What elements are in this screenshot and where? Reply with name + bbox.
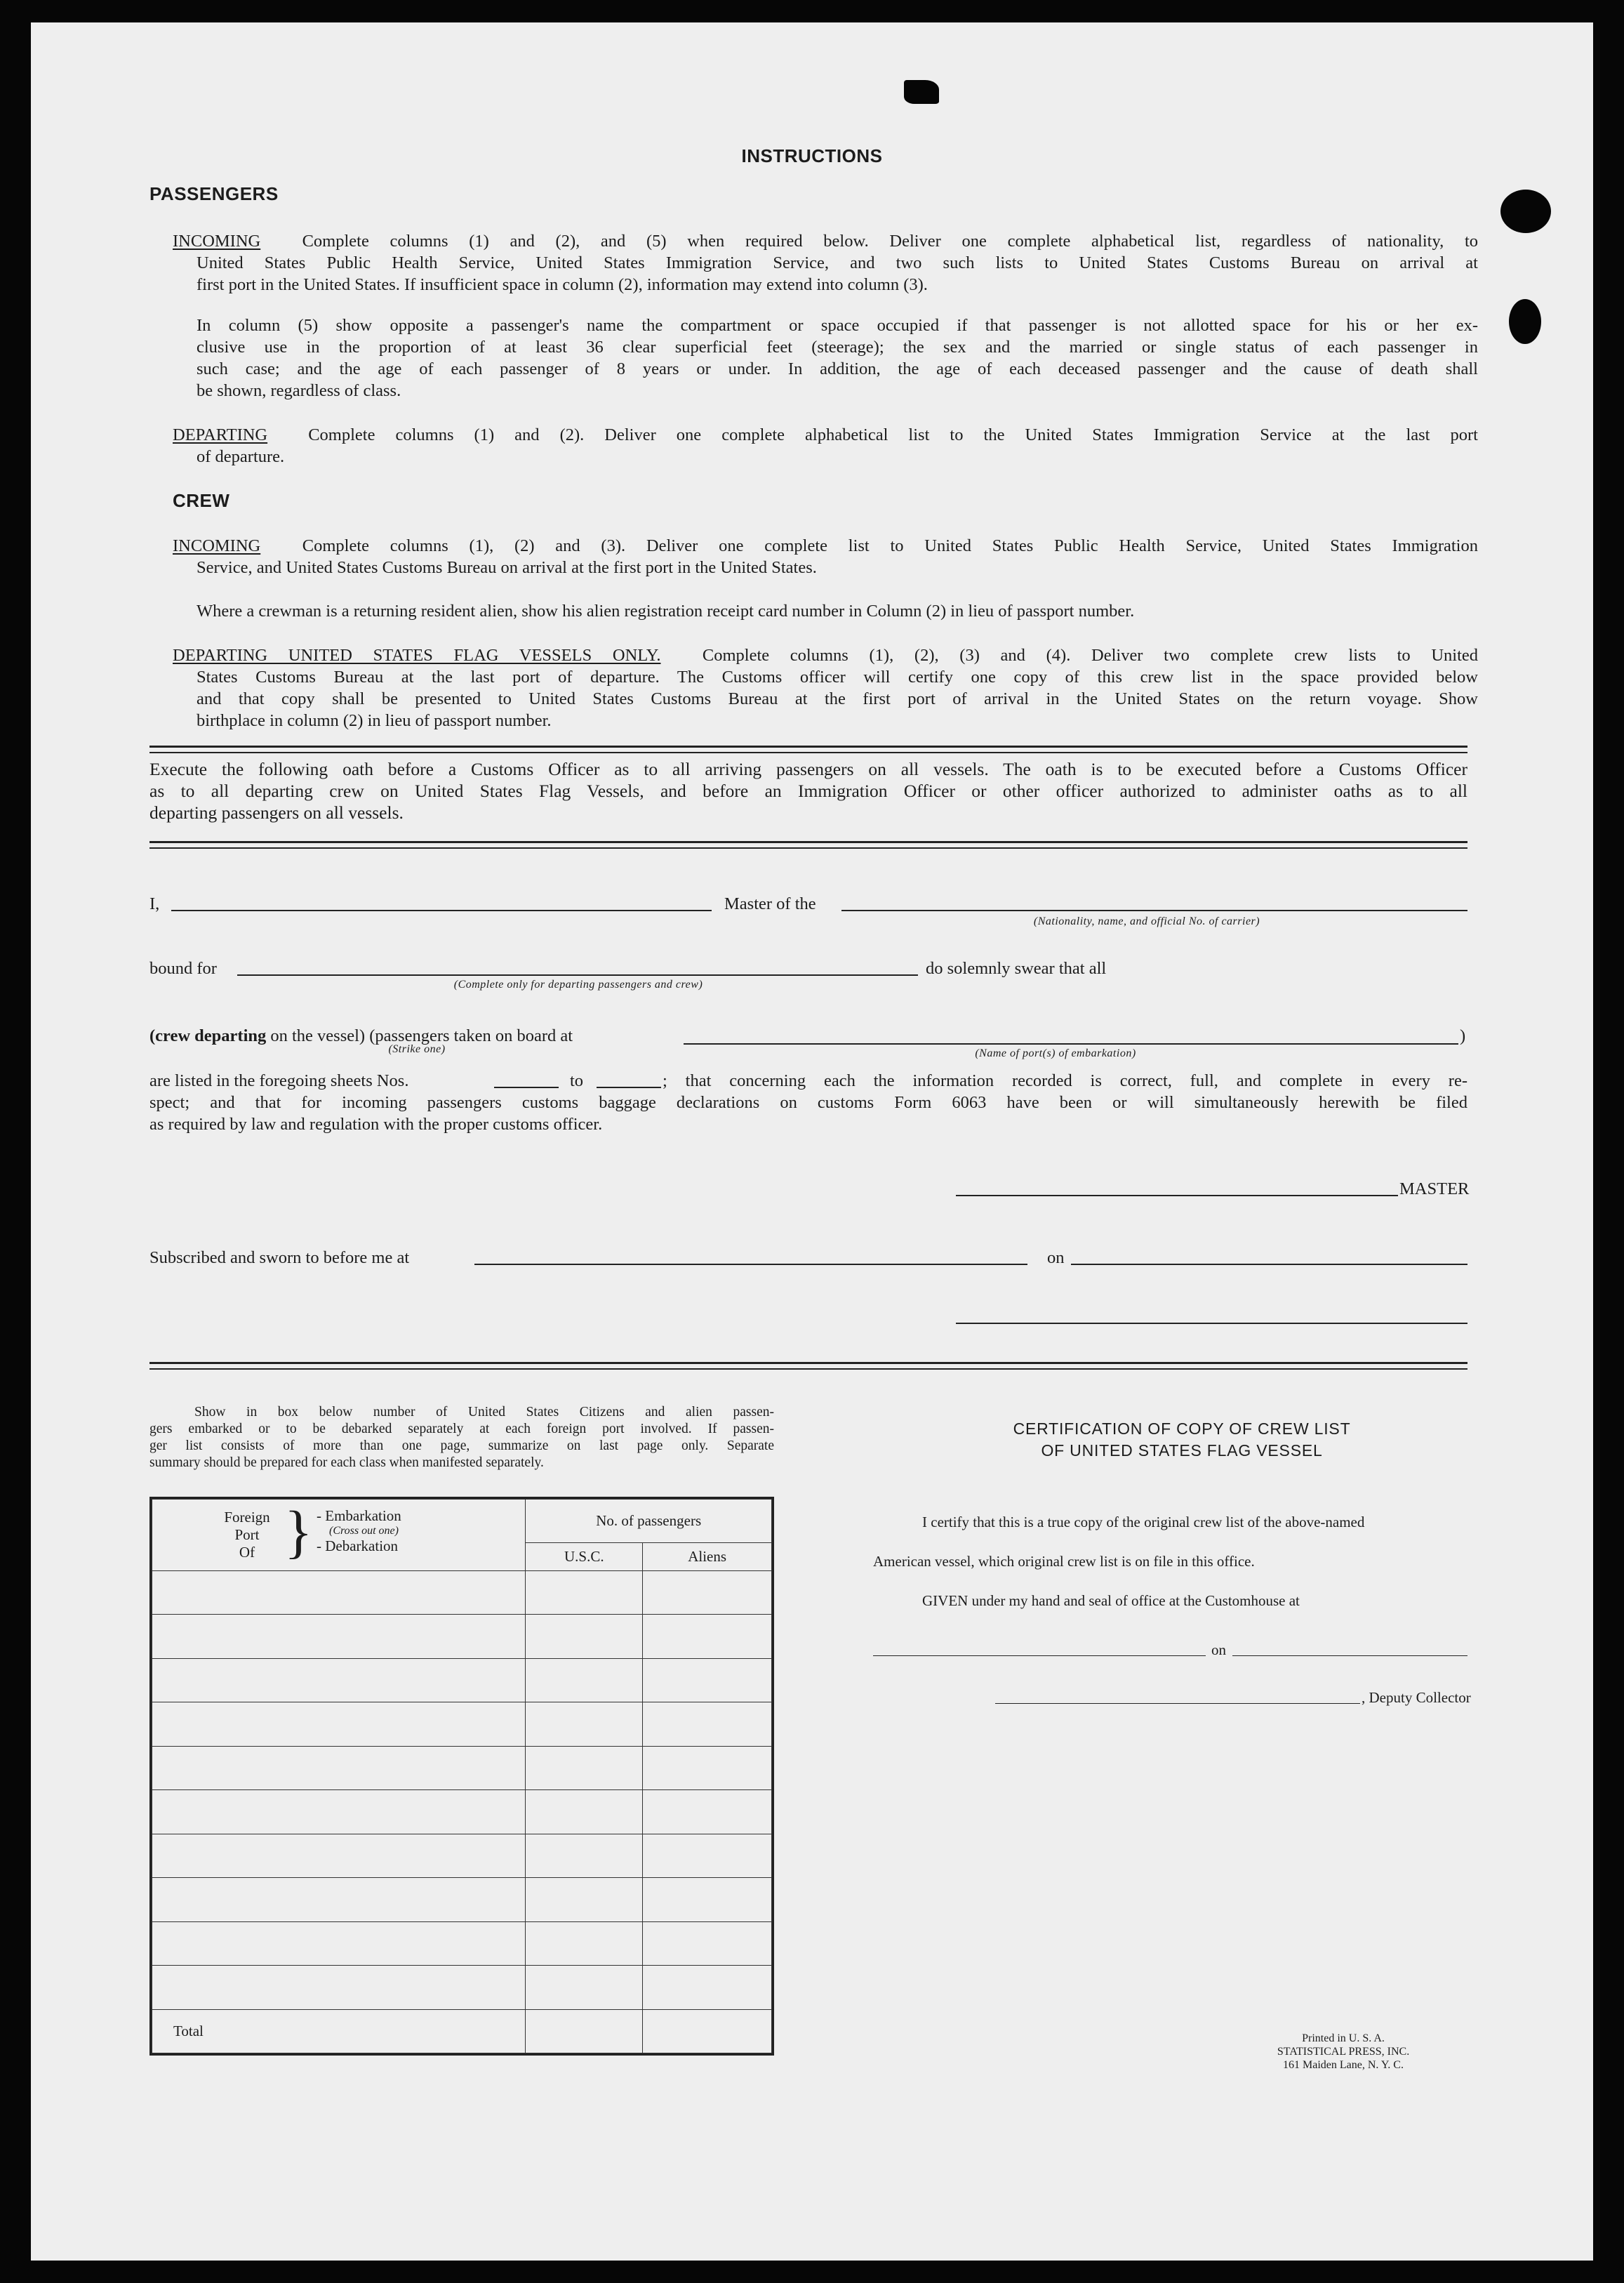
aliens-cell[interactable] — [643, 1658, 772, 1702]
crew-incoming-label: INCOMING — [173, 536, 261, 555]
usc-cell[interactable] — [526, 1834, 643, 1877]
cert-date-field[interactable] — [1232, 1655, 1467, 1656]
crew-departing-label: DEPARTING UNITED STATES FLAG VESSELS ONLY. — [173, 646, 661, 665]
passengers-departing-paragraph: DEPARTING Complete columns (1) and (2). Deliver one complete alphabetical list to the United States Immigration Service at the last port of departure. — [173, 425, 1478, 466]
strike-caption: (Strike one) — [388, 1043, 446, 1055]
cert-on-label: on — [1211, 1641, 1226, 1658]
crew-departing-text: (crew departing — [149, 1026, 267, 1045]
total-usc-cell[interactable] — [526, 2009, 643, 2053]
usc-cell[interactable] — [526, 1615, 643, 1658]
officer-signature-field[interactable] — [956, 1323, 1467, 1324]
of-label: Of — [239, 1543, 255, 1561]
table-row — [152, 1702, 772, 1746]
port-cell[interactable] — [152, 1658, 526, 1702]
port-header-cell — [152, 1500, 526, 1571]
usc-cell[interactable] — [526, 1746, 643, 1789]
aliens-cell[interactable] — [643, 1834, 772, 1877]
usc-cell[interactable] — [526, 1966, 643, 2009]
oath-body: spect; and that for incoming passengers customs baggage declarations on customs Form 6063 have been or will simultaneously herewith be filed as required by law and regulation with the proper customs officer. — [149, 1093, 1467, 1134]
no-of-passengers-header: No. of passengers — [526, 1500, 772, 1543]
debarkation-label: - Debarkation — [317, 1537, 399, 1554]
usc-cell[interactable] — [526, 1702, 643, 1746]
summary-note: Show in box below number of United States Citizens and alien passen- gers embarked or to be debarked separately at each foreign port involved. If passen- ger list consists of more than one page, summarize on last page only. Separate summary should be prepared for each class when manifested separately. — [149, 1405, 774, 1470]
table-row — [152, 1615, 772, 1658]
usc-cell[interactable] — [526, 1921, 643, 1965]
port-cell[interactable] — [152, 1834, 526, 1877]
hole-punch-blot — [1500, 190, 1551, 233]
passengers-incoming-paragraph: INCOMING Complete columns (1) and (2), and (5) when required below. Deliver one complete alphabetical list, regardless of nationality, to United States Public Health Service, United States Immigration Service, and two such lists to United States Customs Bureau on arrival at first port in the United States. If insufficient space in column (2), information may extend into column (3). — [173, 232, 1479, 294]
ink-blot — [904, 80, 939, 104]
port-cell[interactable] — [152, 1790, 526, 1834]
sheet-to-field[interactable] — [597, 1087, 661, 1088]
cross-out-label: (Cross out one) — [329, 1524, 399, 1537]
port-cell[interactable] — [152, 1746, 526, 1789]
certify-line3: GIVEN under my hand and seal of office at the Customhouse at — [922, 1592, 1300, 1609]
customhouse-field[interactable] — [873, 1655, 1206, 1656]
aliens-header: Aliens — [643, 1543, 772, 1571]
embarkation-ports-field[interactable] — [684, 1043, 1458, 1045]
port-label: Port — [234, 1526, 260, 1543]
passengers-heading: PASSENGERS — [149, 183, 279, 204]
passengers-incoming-label: INCOMING — [173, 232, 261, 251]
table-row — [152, 1658, 772, 1702]
port-cell[interactable] — [152, 1878, 526, 1921]
sheets-to-label: to — [570, 1071, 584, 1090]
deputy-collector-label: , Deputy Collector — [1362, 1689, 1471, 1706]
hole-punch-blot — [1509, 299, 1541, 344]
oath-i-label: I, — [149, 894, 160, 913]
master-name-field[interactable] — [171, 910, 712, 911]
section-divider — [149, 746, 1467, 753]
table-row — [152, 1878, 772, 1921]
column5-paragraph: In column (5) show opposite a passenger's name the compartment or space occupied if that passenger is not allotted space for his or her ex- clusive use in the proportion of at least 36 clear superficial feet (steerage); the sex and the married or single status of each passenger in such case; and the age of each passenger of 8 years or under. In addition, the age of each deceased passenger and the cause of death shall be shown, regardless of class. — [197, 316, 1478, 400]
aliens-cell[interactable] — [643, 1921, 772, 1965]
total-row — [152, 2009, 772, 2053]
nationality-caption: (Nationality, name, and official No. of carrier) — [1033, 915, 1260, 927]
port-cell[interactable] — [152, 1921, 526, 1965]
embarkation-label: - Embarkation — [317, 1507, 401, 1524]
total-aliens-cell[interactable] — [643, 2009, 772, 2053]
page-title: INSTRUCTIONS — [741, 145, 883, 166]
vessel-field[interactable] — [841, 910, 1467, 911]
ports-caption: (Name of port(s) of embarkation) — [975, 1047, 1136, 1059]
crew-departing-paragraph: DEPARTING UNITED STATES FLAG VESSELS ONLY. Complete columns (1), (2), (3) and (4). Deliver two complete crew lists to United States Customs Bureau at the last port of departure. The Customs officer will certify one copy of this crew list in the space provided below and that copy shall be presented to United States Customs Bureau at the first port of arrival in the United States on the return voyage. Show birthplace in column (2) in lieu of passport number. — [173, 646, 1478, 730]
table-row — [152, 1921, 772, 1965]
sheets-remainder: ; that concerning each the information recorded is correct, full, and complete in every re- — [663, 1071, 1467, 1090]
sheet-from-field[interactable] — [494, 1087, 559, 1088]
usc-cell[interactable] — [526, 1878, 643, 1921]
section-divider — [149, 1362, 1467, 1370]
section-divider — [149, 841, 1467, 849]
close-paren: ) — [1460, 1026, 1466, 1045]
aliens-cell[interactable] — [643, 1615, 772, 1658]
master-label: MASTER — [1399, 1179, 1470, 1198]
subscribed-label: Subscribed and sworn to before me at — [149, 1248, 410, 1267]
certification-title: CERTIFICATION OF COPY OF CREW LIST OF UNITED STATES FLAG VESSEL — [1013, 1420, 1351, 1460]
deputy-signature-field[interactable] — [995, 1703, 1360, 1704]
certify-line2: American vessel, which original crew list is on file in this office. — [873, 1553, 1255, 1570]
master-of-the-label: Master of the — [724, 894, 816, 913]
aliens-cell[interactable] — [643, 1966, 772, 2009]
certify-line1: I certify that this is a true copy of the original crew list of the above-named — [922, 1514, 1365, 1530]
crew-incoming-paragraph: INCOMING Complete columns (1), (2) and (3). Deliver one complete list to United States Public Health Service, United States Immigration Service, and United States Customs Bureau on arrival at the first port in the United States. — [173, 536, 1478, 577]
total-label: Total — [152, 2009, 526, 2053]
port-cell[interactable] — [152, 1966, 526, 2009]
passengers-departing-label: DEPARTING — [173, 425, 268, 444]
bound-for-label: bound for — [149, 959, 217, 978]
usc-cell[interactable] — [526, 1658, 643, 1702]
table-row — [152, 1571, 772, 1615]
resident-alien-note: Where a crewman is a returning resident alien, show his alien registration receipt card number in Column (2) in lieu of passport number. — [197, 602, 1135, 621]
passenger-summary-grid — [152, 1499, 772, 2053]
aliens-cell[interactable] — [643, 1571, 772, 1615]
sworn-place-field[interactable] — [474, 1264, 1027, 1265]
sworn-date-field[interactable] — [1071, 1264, 1467, 1265]
table-row — [152, 1790, 772, 1834]
usc-cell[interactable] — [526, 1571, 643, 1615]
table-row — [152, 1966, 772, 2009]
aliens-cell[interactable] — [643, 1790, 772, 1834]
crew-passengers-line: (crew departing on the vessel) (passengers taken on board at — [149, 1026, 573, 1045]
form-sheet — [31, 22, 1593, 2261]
usc-cell[interactable] — [526, 1790, 643, 1834]
brace-glyph: } — [284, 1499, 313, 1565]
table-row — [152, 1834, 772, 1877]
aliens-cell[interactable] — [643, 1746, 772, 1789]
bound-for-field[interactable] — [237, 974, 918, 976]
port-cell[interactable] — [152, 1615, 526, 1658]
aliens-cell[interactable] — [643, 1878, 772, 1921]
table-row — [152, 1746, 772, 1789]
crew-heading: CREW — [173, 490, 230, 511]
master-signature-field[interactable] — [956, 1195, 1398, 1196]
summary-rows — [152, 1571, 772, 2010]
printer-imprint: Printed in U. S. A. STATISTICAL PRESS, INC. 161 Maiden Lane, N. Y. C. — [1277, 2032, 1410, 2071]
sworn-on-label: on — [1047, 1248, 1065, 1267]
sheets-from-label: are listed in the foregoing sheets Nos. — [149, 1071, 409, 1090]
bound-caption: (Complete only for departing passengers and crew) — [453, 979, 703, 991]
swear-text: do solemnly swear that all — [926, 959, 1107, 978]
foreign-label: Foreign — [224, 1508, 270, 1526]
usc-header: U.S.C. — [526, 1543, 643, 1571]
port-cell[interactable] — [152, 1702, 526, 1746]
aliens-cell[interactable] — [643, 1702, 772, 1746]
port-cell[interactable] — [152, 1571, 526, 1615]
passenger-summary-table — [149, 1497, 774, 2056]
oath-intro-paragraph: Execute the following oath before a Customs Officer as to all arriving passengers on all vessels. The oath is to be executed before a Customs Officer as to all departing crew on United States Flag Vessels, and before an Immigration Officer or other officer authorized to administer oaths as to all departing passengers on all vessels. — [149, 759, 1467, 823]
